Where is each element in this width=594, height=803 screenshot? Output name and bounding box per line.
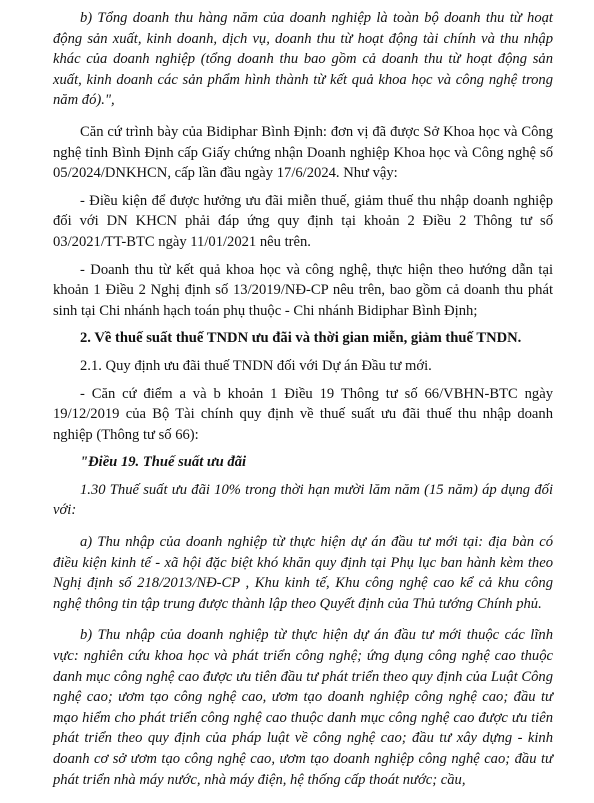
section-2-heading: 2. Về thuế suất thuế TNDN ưu đãi và thời gian miễn, giảm thuế TNDN. (80, 330, 522, 347)
quoted-revenue-definition: b) Tổng doanh thu hàng năm của doanh nghiệp là toàn bộ doanh thu từ hoạt động sản xuất, kinh doanh, dịch vụ, doanh thu từ hoạt động tài chính và thu nhập khác của doanh nghiệp (tổng doanh thu bao gồm cả doanh thu từ hoạt động sản xuất, kinh doanh các sản phẩm hình thành từ kết quả khoa học và công nghệ trong năm đó).", (53, 10, 553, 109)
condition-bullet: - Điều kiện để được hưởng ưu đãi miễn thuế, giảm thuế thu nhập doanh nghiệp đối với DN KHCN phải đáp ứng quy định tại khoản 2 Điều 2 Thông tư số 03/2021/TT-BTC ngày 11/01/2021 nêu trên. (53, 192, 553, 250)
article-19-point-a: a) Thu nhập của doanh nghiệp từ thực hiện dự án đầu tư mới tại: địa bàn có điều kiện kinh tế - xã hội đặc biệt khó khăn quy định tại Phụ lục ban hành kèm theo Nghị định số 218/2013/NĐ-CP , Khu kinh tế, Khu công nghệ cao kể cả khu công nghệ thông tin tập trung được thành lập theo Quyết định của Thủ tướng Chính phủ. (53, 534, 553, 612)
section-2-1-heading: 2.1. Quy định ưu đãi thuế TNDN đối với Dự án Đầu tư mới. (80, 357, 432, 374)
circular-66-reference: - Căn cứ điểm a và b khoản 1 Điều 19 Thông tư số 66/VBHN-BTC ngày 19/12/2019 của Bộ Tài chính quy định về thuế suất ưu đãi thuế thu nhập doanh nghiệp (Thông tư số 66): (53, 385, 553, 443)
article-19-title: "Điều 19. Thuế suất ưu đãi (80, 454, 247, 471)
revenue-bullet: - Doanh thu từ kết quả khoa học và công nghệ, thực hiện theo hướng dẫn tại khoản 1 Điều 2 Nghị định số 13/2019/NĐ-CP nêu trên, bao gồm cả doanh thu phát sinh tại Chi nhánh hạch toán phụ thuộc - Chi nhánh Bidiphar Bình Định; (53, 261, 553, 319)
bidiphar-certificate-paragraph: Căn cứ trình bày của Bidiphar Bình Định: đơn vị đã được Sở Khoa học và Công nghệ tỉnh Bình Định cấp Giấy chứng nhận Doanh nghiệp Khoa học và Công nghệ số 05/2024/DNKHCN, cấp lần đầu ngày 17/6/2024. Như vậy: (53, 123, 553, 182)
article-19-clause-1: 1.30 Thuế suất ưu đãi 10% trong thời hạn mười lăm năm (15 năm) áp dụng đối với: (53, 481, 553, 519)
article-19-point-b: b) Thu nhập của doanh nghiệp từ thực hiện dự án đầu tư mới thuộc các lĩnh vực: nghiên cứu khoa học và phát triển công nghệ; ứng dụng công nghệ cao thuộc danh mục công nghệ cao được ưu tiên đầu tư phát triển theo quy định của Luật Công nghệ cao; ươm tạo công nghệ cao, ươm tạo doanh nghiệp công nghệ cao; đầu tư mạo hiểm cho phát triển công nghệ cao thuộc danh mục công nghệ cao được ưu tiên phát triển theo quy định của pháp luật về công nghệ cao; đầu tư xây dựng - kinh doanh cơ sở ươm tạo công nghệ cao, ươm tạo doanh nghiệp công nghệ cao; đầu tư phát triển nhà máy nước, nhà máy điện, hệ thống cấp thoát nước; cầu, (53, 627, 553, 788)
